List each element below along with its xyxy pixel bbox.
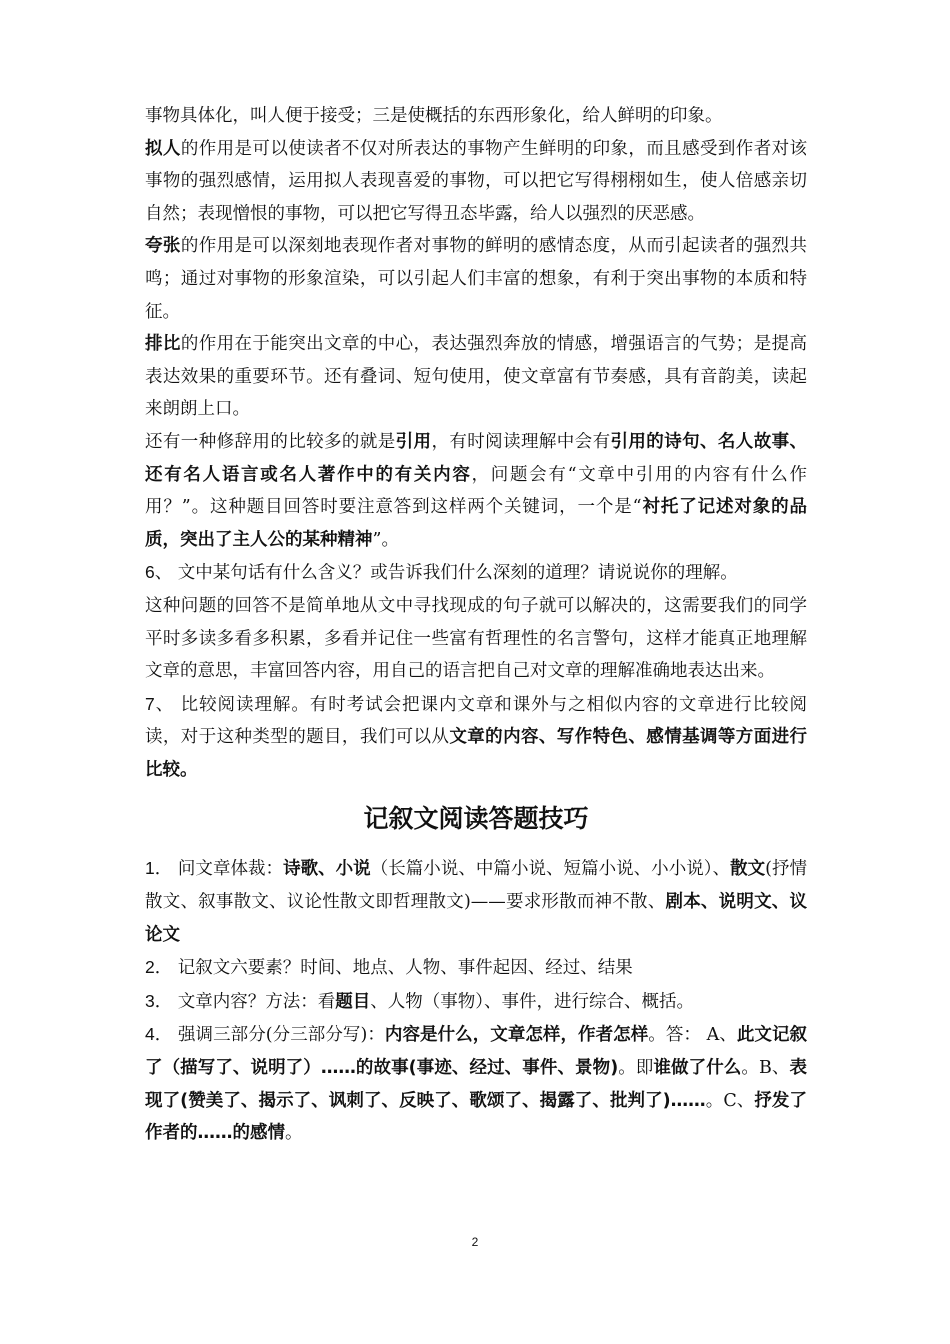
paragraph-text: 这种问题的回答不是简单地从文中寻找现成的句子就可以解决的，这需要我们的同学平时多读多看多积累，多看并记住一些富有哲理性的名言警句，这样才能真正地理解文章的意思，丰富回答内容，用自己的语言把自己对文章的理解准确地表达出来。 — [145, 595, 807, 682]
paragraph-text: 。B、 — [741, 1058, 790, 1079]
term-hyperbole: 夸张 — [145, 236, 181, 257]
paragraph-text: 记叙文六要素？时间、地点、人物、事件起因、经过、结果 — [172, 958, 633, 979]
paragraph-text: 的作用在于能突出文章的中心，表达强烈奔放的情感，增强语言的气势；是提高表达效果的重要环节。还有叠词、短句使用，使文章富有节奏感，具有音韵美，读起来朗朗上口。 — [145, 334, 808, 420]
document-body — [145, 100, 807, 1150]
list-number: 1． — [145, 858, 173, 879]
bold-phrase: 表现了(赞美了、揭示了、讽刺了、反映了、歌颂了、揭露了、批判了)…… — [145, 1058, 808, 1111]
paragraph-text: ，有时阅读理解中会有 — [431, 431, 611, 452]
bold-phrase: 抒发了作者的……的感情 — [145, 1090, 808, 1144]
bold-phrase: 此文记叙了（描写了、说明了）……的故事(事迹、经过、事件、景物) — [145, 1025, 808, 1079]
paragraph-text: ”。 — [372, 529, 399, 550]
paragraph-text: 事物具体化，叫人便于接受；三是使概括的东西形象化，给人鲜明的印象。 — [145, 106, 723, 126]
paragraph-text: 、人物（事物）、事件，进行综合、概括。 — [370, 991, 695, 1012]
term-quotation: 引用 — [395, 431, 432, 452]
paragraph-text: 文中某句话有什么含义？或告诉我们什么深刻的道理？请说说你的理解。 — [172, 563, 738, 584]
tip-4 — [145, 1018, 807, 1149]
list-number: 3． — [145, 990, 173, 1011]
paragraph-text: (抒情散文、叙事散文、议论性散文即哲理散文)——要求形散而神不散、 — [145, 859, 808, 913]
paragraph-text: 的作用是可以使读者不仅对所表达的事物产生鲜明的印象，而且感受到作者对该事物的强烈感情，运用拟人表现喜爱的事物，可以把它写得栩栩如生，使人倍感亲切自然；表现憎恨的事物，可以把它写得丑态毕露，给人以强烈的厌恶感。 — [145, 138, 808, 224]
bold-phrase: 剧本、说明文、议论文 — [145, 892, 808, 945]
bold-phrase: 文章的内容、写作特色、感情基调等方面进行比较。 — [145, 727, 808, 780]
paragraph-text: 比较阅读理解。有时考试会把课内文章和课外与之相似内容的文章进行比较阅读，对于这种类型的题目，我们可以从 — [145, 694, 808, 748]
page-number: 2 — [471, 1235, 479, 1249]
question-7 — [145, 688, 807, 787]
paragraph-text: 。答： A、 — [648, 1025, 737, 1046]
bold-phrase: 引用的诗句、名人故事、还有名人语言或名人著作中的有关内容 — [145, 431, 808, 485]
bold-phrase: 衬托了记述对象的品质，突出了主人公的某种精神 — [145, 497, 807, 550]
paragraph-text: （长篇小说、中篇小说、短篇小说、小小说）、 — [370, 859, 731, 880]
tip-1 — [145, 852, 807, 951]
paragraph-text: 还有一种修辞用的比较多的就是 — [145, 431, 396, 452]
paragraph-quotation — [145, 426, 807, 556]
term-personification: 拟人 — [145, 138, 181, 159]
list-number: 4． — [145, 1024, 173, 1045]
paragraph-personification — [145, 133, 807, 231]
list-number: 7、 — [145, 693, 175, 714]
question-6 — [145, 556, 807, 590]
list-number: 6、 — [145, 562, 173, 583]
term-parallelism: 排比 — [145, 334, 181, 355]
paragraph-text: 问文章体裁： — [172, 859, 284, 880]
paragraph-parallelism — [145, 328, 807, 426]
bold-phrase: 内容是什么，文章怎样，作者怎样 — [384, 1025, 649, 1046]
bold-phrase: 题目 — [335, 991, 371, 1012]
paragraph-text: 。C、 — [705, 1090, 755, 1111]
paragraph-text: ，问题会有“文章中引用的内容有什么作用？”。这种题目回答时要注意答到这样两个关键词，一个是“ — [145, 464, 807, 518]
tip-3 — [145, 985, 807, 1019]
bold-phrase: 诗歌、小说 — [283, 859, 371, 880]
list-number: 2． — [145, 957, 173, 978]
tip-2 — [145, 951, 807, 985]
paragraph-text: 。即 — [618, 1058, 654, 1079]
paragraph-meaning-answer — [145, 590, 807, 688]
paragraph-text: 强调三部分(分三部分写)： — [172, 1025, 385, 1046]
paragraph-text: 文章内容？方法：看 — [172, 991, 336, 1012]
bold-phrase: 谁做了什么 — [653, 1058, 742, 1079]
paragraph-hyperbole — [145, 230, 807, 328]
section-title: 记叙文阅读答题技巧 — [363, 804, 589, 834]
bold-phrase: 散文 — [730, 859, 766, 880]
paragraph-continuation — [145, 100, 807, 133]
paragraph-text: 的作用是可以深刻地表现作者对事物的鲜明的感情态度，从而引起读者的强烈共鸣；通过对事物的形象渲染，可以引起人们丰富的想象，有利于突出事物的本质和特征。 — [145, 236, 808, 322]
paragraph-text: 。 — [285, 1123, 303, 1144]
